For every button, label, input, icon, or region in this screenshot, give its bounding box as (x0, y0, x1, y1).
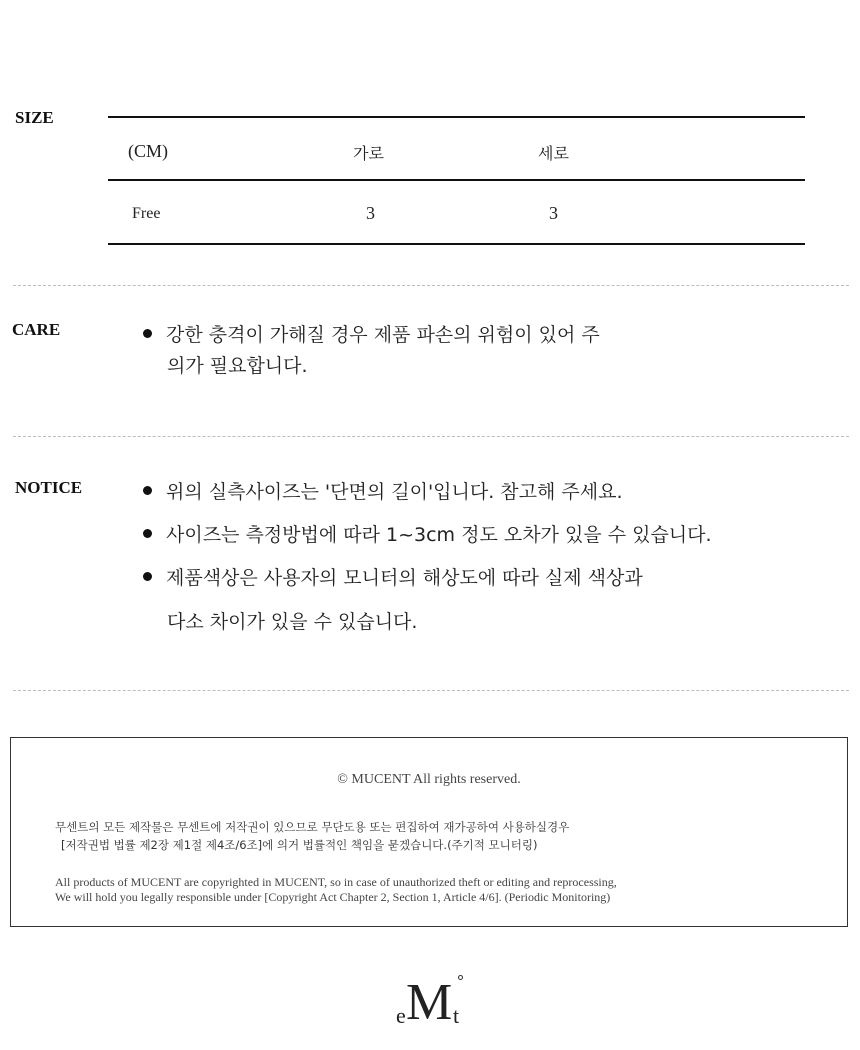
size-table-header-rule (108, 179, 805, 181)
bullet-icon (143, 486, 152, 495)
size-table-bottom-rule (108, 243, 805, 245)
logo-degree-mark (458, 975, 463, 980)
copyright-en-line1: All products of MUCENT are copyrighted in MUCENT, so in case of unauthorized theft or editing and reprocessing, (55, 875, 617, 889)
size-section-label: SIZE (15, 108, 54, 127)
size-row-name: Free (132, 205, 161, 222)
divider-2 (13, 436, 849, 437)
bullet-icon (143, 529, 152, 538)
bullet-icon (143, 572, 152, 581)
notice-item-text: 제품색상은 사용자의 모니터의 해상도에 따라 실제 색상과 (166, 567, 643, 589)
logo-letter-t: t (453, 1003, 460, 1028)
divider-3 (13, 690, 849, 691)
size-header-width: 가로 (353, 144, 384, 163)
size-row-height: 3 (549, 203, 558, 223)
logo-letter-e: e (396, 1003, 406, 1028)
divider-1 (13, 285, 849, 286)
notice-continuation: 다소 차이가 있을 수 있습니다. (167, 611, 418, 633)
care-item (143, 320, 600, 347)
care-item-line2: 의가 필요합니다. (167, 355, 308, 377)
size-table-top-rule (108, 116, 805, 118)
care-section-label: CARE (12, 320, 61, 339)
care-item-line1: 강한 충격이 가해질 경우 제품 파손의 위험이 있어 주 (166, 324, 600, 346)
notice-item-3 (143, 563, 643, 590)
brand-logo (396, 975, 476, 1035)
notice-item-2 (143, 520, 712, 547)
copyright-title: © MUCENT All rights reserved. (337, 772, 521, 787)
logo-letter-m: M (406, 974, 451, 1031)
size-row-width: 3 (366, 203, 375, 223)
copyright-en-line2: We will hold you legally responsible under [Copyright Act Chapter 2, Section 1, Article 4/6]. (Periodic Monitoring) (55, 890, 611, 904)
copyright-kr-line1: 무센트의 모든 제작물은 무센트에 저작권이 있으므로 무단도용 또는 편집하여 재가공하여 사용하실경우 (55, 820, 570, 834)
copyright-box (10, 737, 848, 927)
notice-section-label: NOTICE (15, 478, 83, 497)
notice-item-1 (143, 477, 623, 504)
notice-item-text: 위의 실측사이즈는 '단면의 길이'입니다. 참고해 주세요. (166, 481, 623, 503)
bullet-icon (143, 329, 152, 338)
size-header-unit: (CM) (128, 141, 168, 161)
notice-item-text: 사이즈는 측정방법에 따라 1~3cm 정도 오차가 있을 수 있습니다. (166, 524, 712, 546)
size-header-height: 세로 (538, 144, 569, 163)
copyright-kr-line2: [저작권법 법률 제2장 제1절 제4조/6조]에 의거 법률적인 책임을 묻겠습니다.(주기적 모니터링) (61, 838, 538, 852)
